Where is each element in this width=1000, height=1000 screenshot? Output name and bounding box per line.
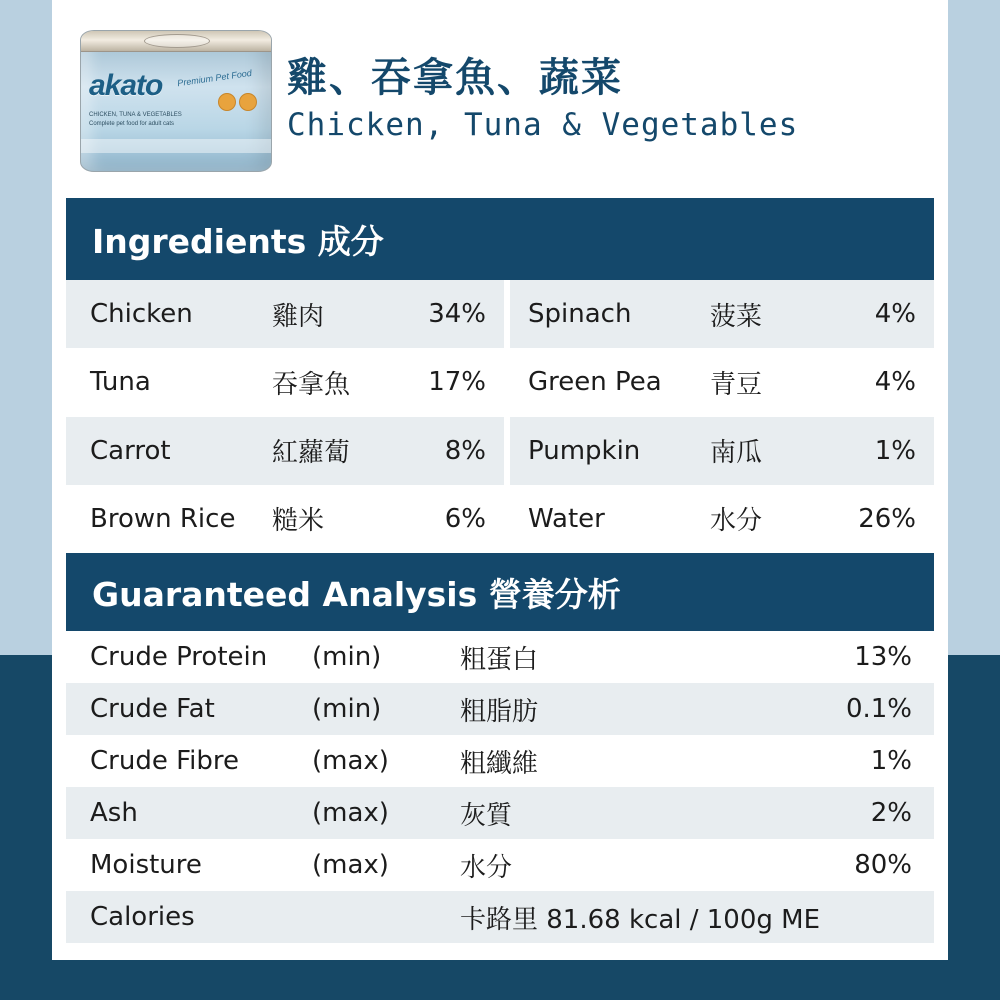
badge-dot-icon [218, 93, 236, 111]
can-pull-ring-icon [144, 34, 210, 48]
ingredient-name-en: Chicken [90, 299, 193, 330]
analysis-qualifier: (max) [312, 746, 389, 776]
can-brand-label: akato [89, 69, 163, 102]
ingredient-percent: 4% [874, 299, 916, 330]
analysis-name-en: Crude Protein [90, 642, 268, 672]
ingredient-percent: 1% [874, 435, 916, 466]
ingredient-name-cn: 紅蘿蔔 [272, 438, 351, 469]
ingredients-section-heading: Ingredients 成分 [66, 198, 934, 280]
ingredients-column-divider [504, 280, 510, 553]
ingredient-percent: 4% [874, 367, 916, 398]
analysis-value: 2% [870, 798, 912, 828]
ingredient-name-en: Pumpkin [528, 435, 641, 466]
analysis-name-en: Ash [90, 798, 138, 828]
ingredient-percent: 17% [428, 367, 486, 398]
analysis-name-cn: 卡路里 81.68 kcal / 100g ME [460, 904, 821, 935]
product-header [52, 0, 948, 198]
can-lid [81, 31, 271, 52]
ingredient-name-en: Tuna [90, 367, 151, 398]
ingredient-row [66, 280, 504, 348]
ingredient-name-en: Green Pea [528, 367, 662, 398]
can-bottom-stripe [81, 139, 271, 153]
ingredient-name-en: Carrot [90, 435, 171, 466]
ingredient-row [504, 485, 934, 553]
ingredient-name-cn: 水分 [710, 506, 763, 537]
ingredient-name-cn: 雞肉 [272, 301, 325, 332]
analysis-value: 13% [854, 642, 912, 672]
ingredient-row [66, 485, 504, 553]
ingredient-name-cn: 糙米 [272, 506, 325, 537]
analysis-row [66, 735, 934, 787]
ingredient-name-en: Water [528, 503, 605, 534]
ingredient-row [66, 417, 504, 485]
ingredient-row [504, 280, 934, 348]
analysis-row [66, 787, 934, 839]
analysis-value: 80% [854, 850, 912, 880]
analysis-qualifier: (min) [312, 694, 382, 724]
product-titles [287, 52, 798, 146]
analysis-name-en: Moisture [90, 850, 202, 880]
can-badges [218, 93, 257, 111]
analysis-name-cn: 灰質 [460, 800, 513, 831]
ingredient-row [504, 348, 934, 416]
analysis-row [66, 839, 934, 891]
ingredient-name-en: Brown Rice [90, 503, 236, 534]
analysis-name-en: Calories [90, 902, 195, 932]
ingredient-name-en: Spinach [528, 299, 632, 330]
analysis-qualifier: (max) [312, 798, 389, 828]
badge-dot-icon [239, 93, 257, 111]
analysis-qualifier: (max) [312, 850, 389, 880]
analysis-row [66, 683, 934, 735]
analysis-row [66, 891, 934, 943]
product-title-english: Chicken, Tuna & Vegetables [287, 107, 799, 143]
ingredient-percent: 6% [444, 503, 486, 534]
ingredient-percent: 26% [858, 503, 916, 534]
product-title-chinese: 雞、吞拿魚、蔬菜 [287, 55, 623, 101]
ingredient-name-cn: 菠菜 [710, 301, 763, 332]
analysis-name-cn: 粗纖維 [460, 748, 539, 779]
ingredient-percent: 34% [428, 299, 486, 330]
ingredient-percent: 8% [444, 435, 486, 466]
analysis-value: 1% [870, 746, 912, 776]
analysis-value: 0.1% [845, 694, 912, 724]
can-brand-subtitle: Premium Pet Food [176, 67, 253, 89]
analysis-name-cn: 粗蛋白 [460, 644, 539, 675]
analysis-row [66, 631, 934, 683]
analysis-table [66, 631, 934, 943]
ingredients-table [66, 280, 934, 553]
analysis-section-heading: Guaranteed Analysis 營養分析 [66, 553, 934, 631]
can-body [80, 30, 272, 172]
analysis-qualifier: (min) [312, 642, 382, 672]
ingredient-row [504, 417, 934, 485]
ingredient-name-cn: 南瓜 [710, 438, 763, 469]
can-description-text: CHICKEN, TUNA & VEGETABLES Complete pet food for adult cats [89, 112, 182, 127]
ingredient-name-cn: 青豆 [710, 369, 763, 400]
ingredient-row [66, 348, 504, 416]
ingredient-name-cn: 吞拿魚 [272, 369, 351, 400]
analysis-name-en: Crude Fat [90, 694, 215, 724]
analysis-name-cn: 粗脂肪 [460, 696, 539, 727]
analysis-name-cn: 水分 [460, 852, 513, 883]
can-image [62, 14, 277, 184]
analysis-name-en: Crude Fibre [90, 746, 239, 776]
